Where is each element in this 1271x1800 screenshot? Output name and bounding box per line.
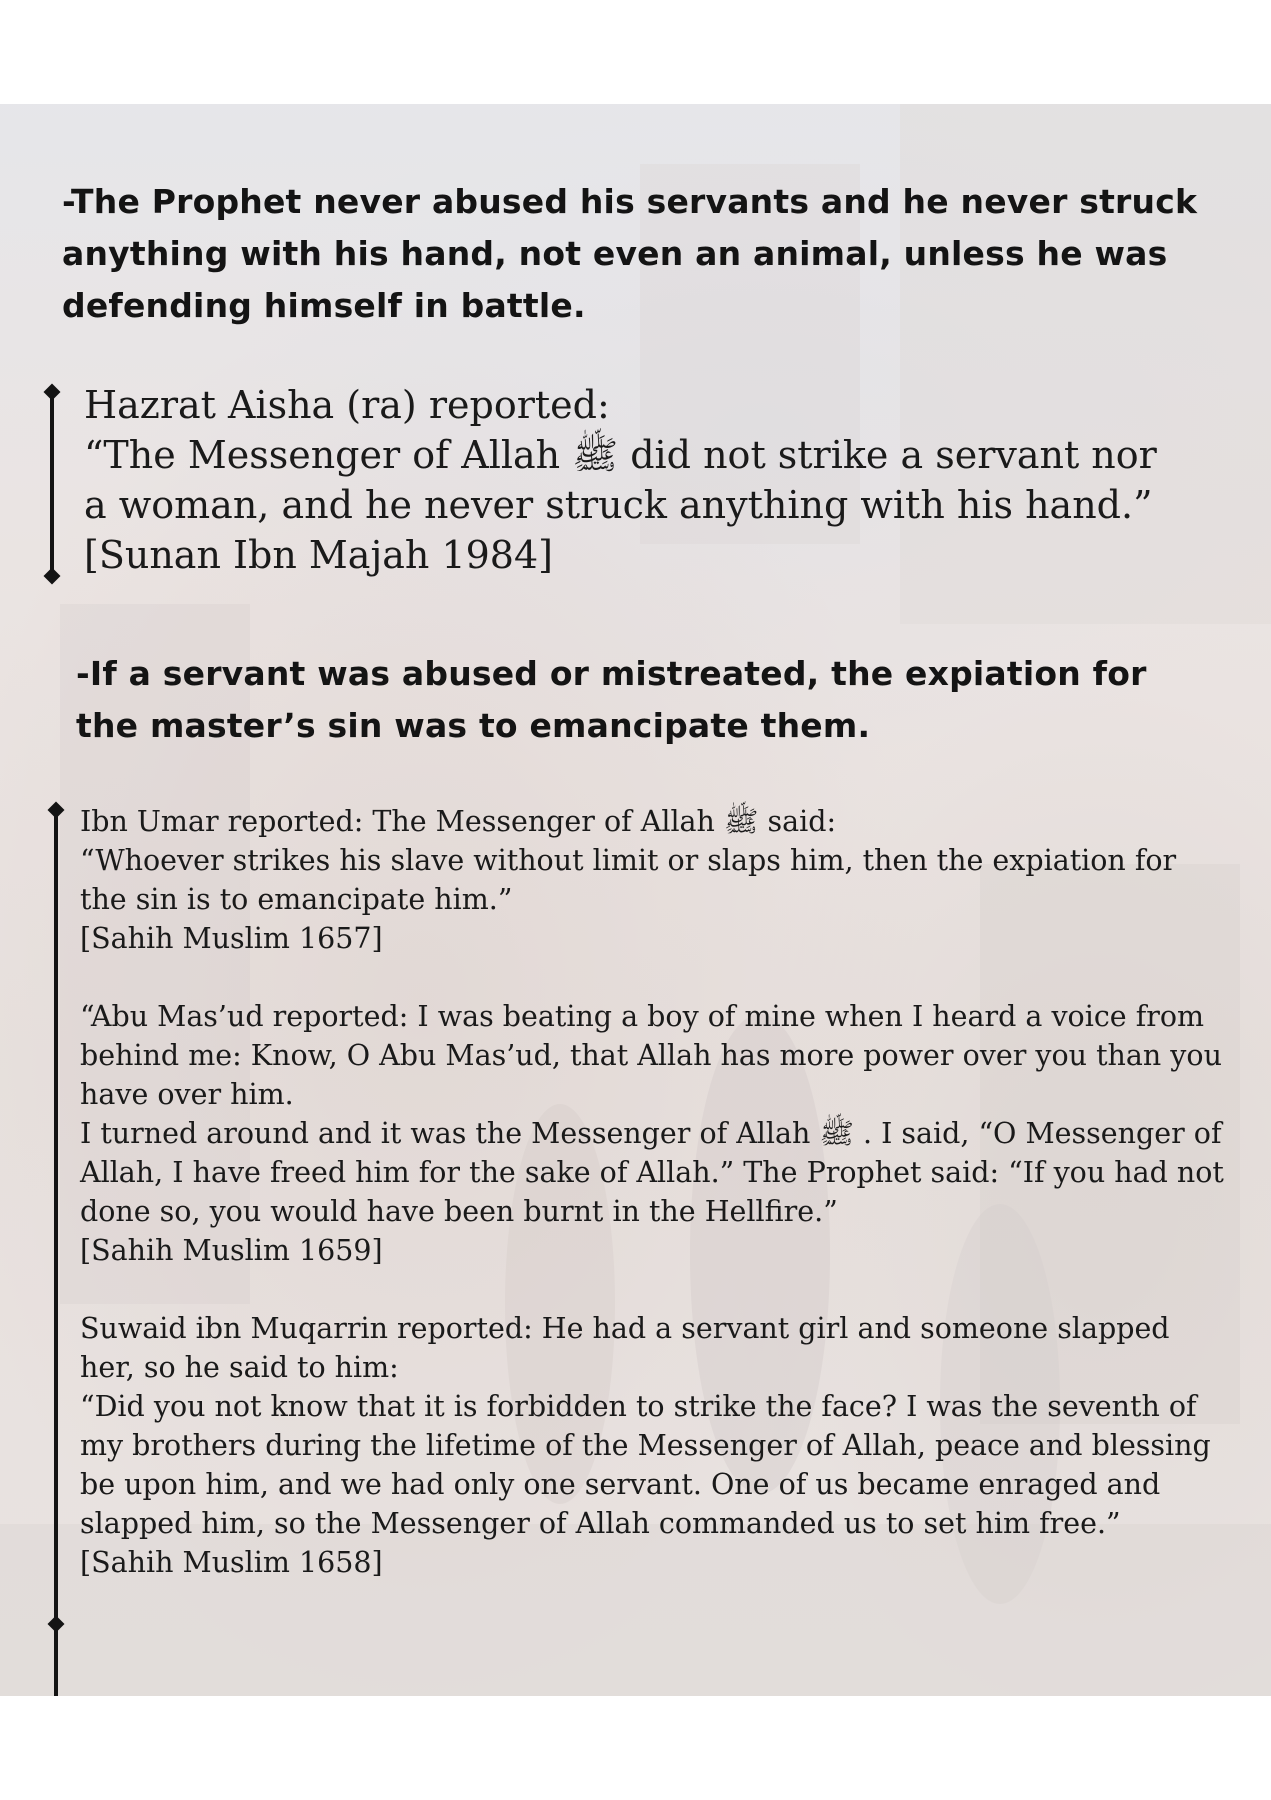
hadith-1-intro: Ibn Umar reported: The Messenger of Allah ﷺ said: bbox=[80, 805, 837, 838]
hadith-3-intro: Suwaid ibn Muqarrin reported: He had a servant girl and someone slapped her, so he said to him: bbox=[80, 1312, 1170, 1384]
spacer bbox=[80, 1270, 1230, 1309]
hadith-3-text: “Did you not know that it is forbidden to strike the face? I was the seventh of my brothers during the lifetime of the Messenger of Allah, peace and blessing be upon him, and we had only one servant. One of us became enraged and slapped him, so the Messenger of Allah commanded us to set him free.” bbox=[80, 1390, 1211, 1540]
quote-1-source: [Sunan Ibn Majah 1984] bbox=[84, 533, 553, 577]
quote-2 bbox=[80, 802, 1230, 1582]
quote-2-bracket-bottom bbox=[48, 1616, 65, 1633]
hadith-2-text: I turned around and it was the Messenger of Allah ﷺ . I said, “O Messenger of Allah, I have freed him for the sake of Allah.” The Prophet said: “If you had not done so, you would have been burnt in the Hellfire.” bbox=[80, 1117, 1224, 1228]
quote-1-text: “The Messenger of Allah ﷺ did not strike a servant nor a woman, and he never struck anything with his hand.” bbox=[84, 433, 1157, 527]
background-panel bbox=[0, 104, 1271, 1696]
heading-2: -If a servant was abused or mistreated, the expiation for the master’s sin was to emancipate them. bbox=[76, 654, 1147, 745]
quote-1-bracket-bottom bbox=[44, 568, 61, 585]
quote-1-attribution: Hazrat Aisha (ra) reported: bbox=[84, 383, 610, 427]
spacer bbox=[80, 958, 1230, 997]
quote-2-bracket-top bbox=[48, 802, 65, 819]
quote-2-bracket bbox=[54, 812, 58, 1696]
hadith-2-source: [Sahih Muslim 1659] bbox=[80, 1234, 383, 1267]
heading-1: -The Prophet never abused his servants and he never struck anything with his hand, not even an animal, unless he was defending himself in battle. bbox=[62, 182, 1198, 325]
quote-1-bracket bbox=[50, 394, 54, 578]
hadith-3-source: [Sahih Muslim 1658] bbox=[80, 1546, 383, 1579]
quote-1 bbox=[84, 380, 1164, 580]
hadith-1-text: “Whoever strikes his slave without limit or slaps him, then the expiation for the sin is to emancipate him.” bbox=[80, 844, 1177, 916]
quote-1-bracket-top bbox=[44, 384, 61, 401]
hadith-1-source: [Sahih Muslim 1657] bbox=[80, 922, 383, 955]
hadith-2-intro: “Abu Mas’ud reported: I was beating a boy of mine when I heard a voice from behind me: Know, O Abu Mas’ud, that Allah has more power over you than you have over him. bbox=[80, 1000, 1222, 1111]
